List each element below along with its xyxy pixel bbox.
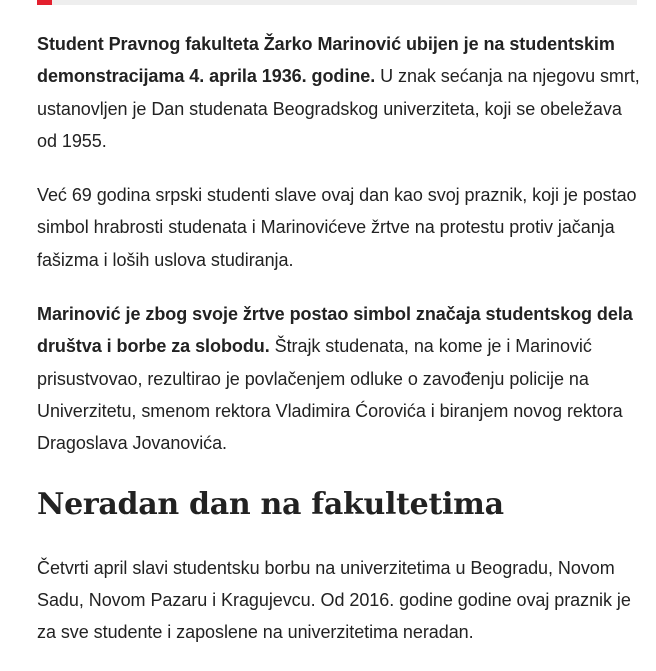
section-paragraph: Četvrti april slavi studentsku borbu na univerzitetima u Beogradu, Novom Sadu, Novom Pazaru i Kragujevcu. Od 2016. godine godine ovaj praznik je za sve studente i zaposlene na univerzitetima neradan.: [37, 557, 631, 643]
paragraph-3-bold-lead: Marinović je zbog svoje žrtve postao simbol značaja studentskog dela društva i borbe za slobodu.: [37, 304, 633, 357]
paragraph-1-text: U znak sećanja na njegovu smrt, ustanovljen je Dan studenata Beogradskog univerziteta, koji se obeležava od 1955.: [37, 66, 640, 151]
top-divider-accent: [37, 0, 52, 5]
top-divider-bar: [37, 0, 637, 5]
paragraph-2-text: Već 69 godina srpski studenti slave ovaj dan kao svoj praznik, koji je postao simbol hrabrosti studenata i Marinovićeve žrtve na protestu protiv jačanja fašizma i loših uslova studiranja.: [37, 185, 637, 270]
article-paragraph-1: [37, 28, 641, 157]
section-heading: Neradan dan na fakultetima: [37, 486, 504, 522]
paragraph-1-bold-lead: Student Pravnog fakulteta Žarko Marinović ubijen je na studentskim demonstracijama 4. aprila 1936. godine.: [37, 34, 615, 87]
article-body: [37, 28, 641, 670]
paragraph-3-text: Štrajk studenata, na kome je i Marinović prisustvovao, rezultirao je povlačenjem odluke o zavođenju policije na Univerzitetu, smenom rektora Vladimira Ćorovića i biranjem novog rektora Dragoslava Jovanovića.: [37, 336, 623, 454]
article-paragraph-2: [37, 179, 641, 276]
article-paragraph-3: [37, 298, 641, 459]
